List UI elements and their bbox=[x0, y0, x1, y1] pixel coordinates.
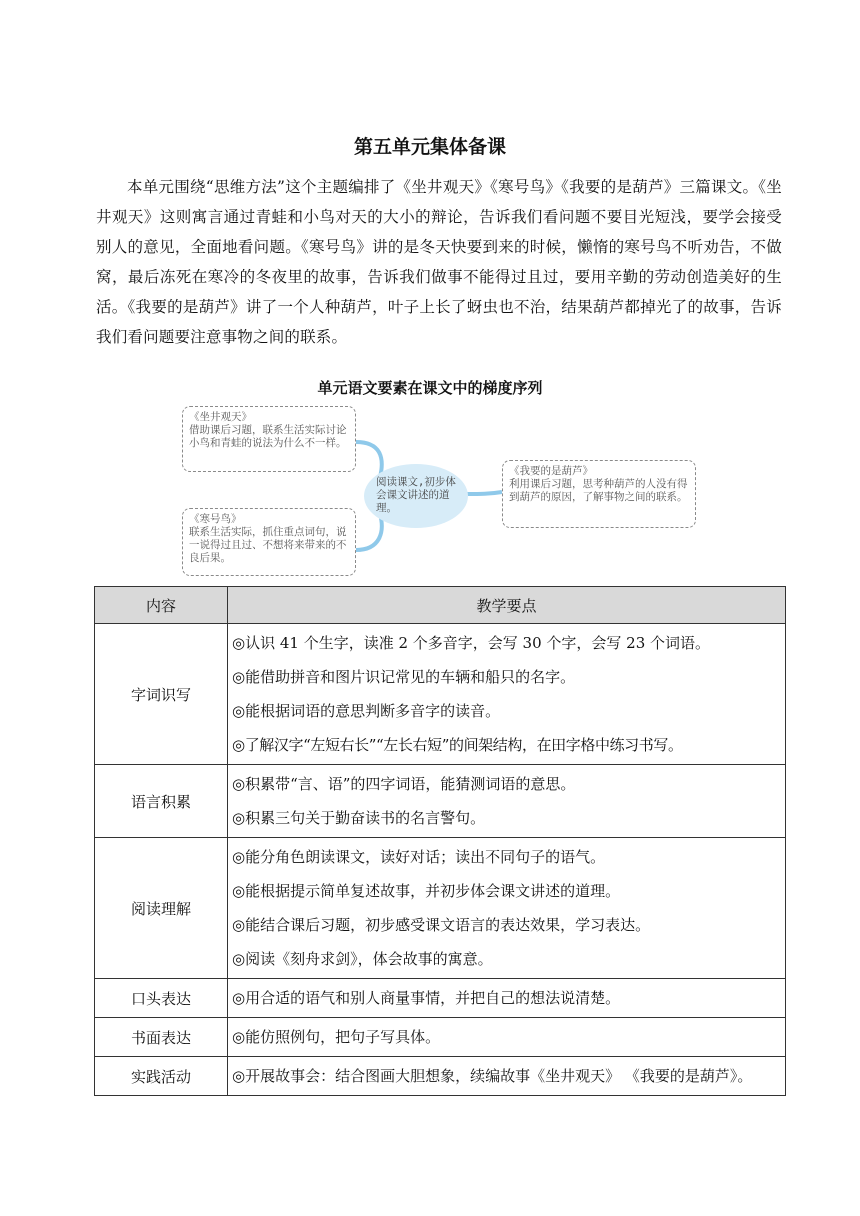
table-header-row bbox=[95, 587, 786, 624]
point-item: ◎能根据词语的意思判断多音字的读音。 bbox=[232, 702, 501, 720]
table-row bbox=[95, 838, 786, 979]
mindmap-center: 阅读课文,初步体会课文讲述的道理。 bbox=[364, 464, 468, 528]
teaching-points-table bbox=[94, 586, 786, 1096]
page-title: 第五单元集体备课 bbox=[353, 136, 506, 158]
point-item: ◎认识 41 个生字，读准 2 个多音字，会写 30 个字，会写 23 个词语。 bbox=[232, 634, 711, 652]
mindmap-node-zuojingguantian bbox=[182, 406, 356, 472]
row-points bbox=[228, 979, 786, 1018]
node-text: 借助课后习题，联系生活实际讨论小鸟和青蛙的说法为什么不一样。 bbox=[189, 424, 347, 449]
point-item: ◎积累三句关于勤奋读书的名言警句。 bbox=[232, 809, 486, 827]
mind-map bbox=[180, 402, 700, 582]
mindmap-node-hanhaoniao bbox=[182, 508, 356, 576]
row-points bbox=[228, 1018, 786, 1057]
node-title: 《寒号鸟》 bbox=[189, 513, 242, 525]
point-item: ◎能根据提示简单复述故事，并初步体会课文讲述的道理。 bbox=[232, 882, 621, 900]
row-label: 实践活动 bbox=[95, 1057, 228, 1096]
node-text: 联系生活实际，抓住重点词句，说一说得过且过、不想将来带来的不良后果。 bbox=[189, 526, 347, 564]
node-title: 《我要的是葫芦》 bbox=[509, 465, 593, 477]
row-points bbox=[228, 624, 786, 765]
table-row bbox=[95, 1057, 786, 1096]
point-item: ◎开展故事会：结合图画大胆想象，续编故事《坐井观天》 《我要的是葫芦》。 bbox=[232, 1067, 753, 1085]
node-title: 《坐井观天》 bbox=[189, 411, 252, 423]
point-item: ◎能借助拼音和图片识记常见的车辆和船只的名字。 bbox=[232, 668, 576, 686]
table-row bbox=[95, 765, 786, 838]
row-label: 阅读理解 bbox=[95, 838, 228, 979]
row-label: 口头表达 bbox=[95, 979, 228, 1018]
row-label: 字词识写 bbox=[95, 624, 228, 765]
row-points bbox=[228, 765, 786, 838]
point-item: ◎能结合课后习题，初步感受课文语言的表达效果，学习表达。 bbox=[232, 916, 651, 934]
point-item: ◎了解汉字“左短右长”“左长右短”的间架结构，在田字格中练习书写。 bbox=[232, 736, 683, 754]
row-points bbox=[228, 1057, 786, 1096]
point-item: ◎用合适的语气和别人商量事情，并把自己的想法说清楚。 bbox=[232, 989, 621, 1007]
point-item: ◎能分角色朗读课文，读好对话；读出不同句子的语气。 bbox=[232, 848, 606, 866]
section-subtitle: 单元语文要素在课文中的梯度序列 bbox=[317, 379, 543, 397]
point-item: ◎阅读《刻舟求剑》，体会故事的寓意。 bbox=[232, 950, 493, 968]
intro-paragraph: 本单元围绕“思维方法”这个主题编排了《坐井观天》《寒号鸟》《我要的是葫芦》三篇课文。《坐井观天》这则寓言通过青蛙和小鸟对天的大小的辩论，告诉我们看问题不要目光短浅，要学会接受别人的意见，全面地看问题。《寒号鸟》讲的是冬天快要到来的时候，懒惰的寒号鸟不听劝告，不做窝，最后冻死在寒冷的冬夜里的故事，告诉我们做事不能得过且过，要用辛勤的劳动创造美好的生活。《我要的是葫芦》讲了一个人种葫芦，叶子上长了蚜虫也不治，结果葫芦都掉光了的故事，告诉我们看问题要注意事物之间的联系。 bbox=[96, 178, 782, 346]
row-label: 书面表达 bbox=[95, 1018, 228, 1057]
header-content: 内容 bbox=[95, 587, 228, 624]
header-teaching-points: 教学要点 bbox=[228, 587, 786, 624]
row-label: 语言积累 bbox=[95, 765, 228, 838]
table-row bbox=[95, 624, 786, 765]
table-row bbox=[95, 1018, 786, 1057]
node-text: 利用课后习题，思考种葫芦的人没有得到葫芦的原因，了解事物之间的联系。 bbox=[509, 478, 688, 503]
point-item: ◎积累带“言、语”的四字词语，能猜测词语的意思。 bbox=[232, 775, 576, 793]
point-item: ◎能仿照例句，把句子写具体。 bbox=[232, 1028, 441, 1046]
mindmap-node-woyaodeshihulu bbox=[502, 460, 696, 528]
row-points bbox=[228, 838, 786, 979]
table-row bbox=[95, 979, 786, 1018]
